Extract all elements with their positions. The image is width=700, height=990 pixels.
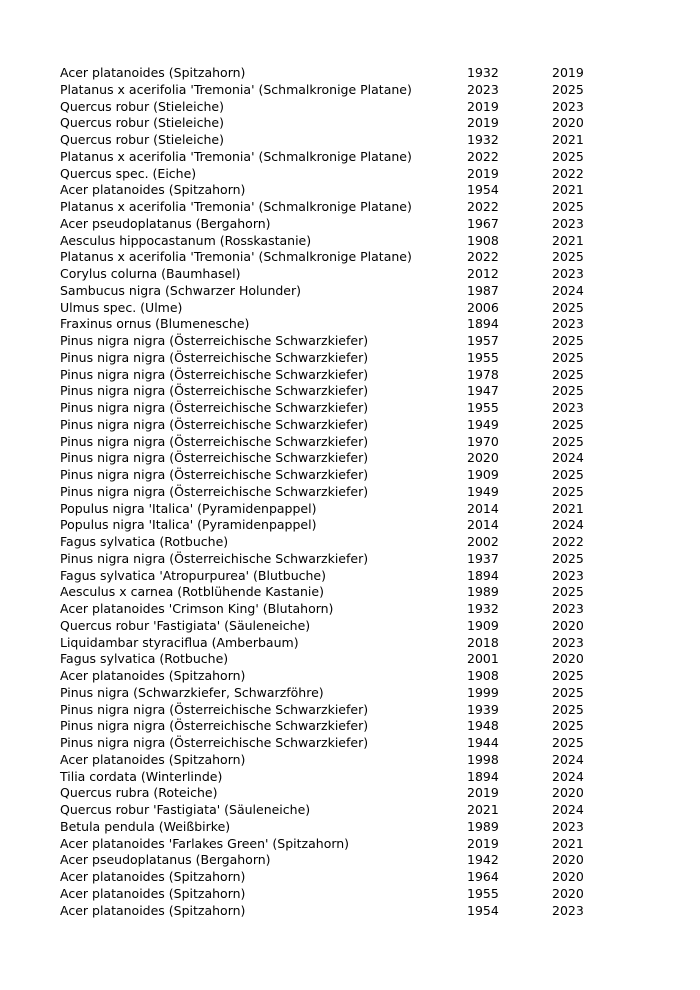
inspection-year-cell: 2022 (552, 165, 584, 181)
inspection-year-cell: 2025 (552, 333, 584, 348)
table-row (60, 819, 620, 836)
table-row (60, 802, 620, 819)
table-row (60, 400, 620, 417)
inspection-year-cell: 2021 (552, 232, 584, 248)
tree-species-cell: Pinus nigra nigra (Österreichische Schwarzkiefer) (60, 349, 369, 365)
planting-year-cell: 2023 (467, 81, 499, 97)
inspection-year-cell: 2023 (552, 567, 584, 583)
planting-year-cell: 1932 (467, 65, 499, 80)
tree-species-cell: Pinus nigra nigra (Österreichische Schwarzkiefer) (60, 433, 369, 449)
table-row (60, 886, 620, 903)
inspection-year-cell: 2025 (552, 148, 584, 164)
planting-year-cell: 2014 (467, 517, 499, 533)
planting-year-cell: 1937 (467, 550, 499, 566)
planting-year-cell: 1998 (467, 751, 499, 767)
planting-year-cell: 2022 (467, 148, 499, 164)
inspection-year-cell: 2024 (552, 768, 584, 784)
table-row (60, 383, 620, 400)
inspection-year-cell: 2023 (552, 316, 584, 332)
inspection-year-cell: 2025 (552, 349, 584, 365)
table-row (60, 517, 620, 534)
table-row (60, 484, 620, 501)
planting-year-cell: 1908 (467, 232, 499, 248)
inspection-year-cell: 2019 (552, 65, 584, 80)
tree-species-cell: Quercus robur (Stieleiche) (60, 98, 224, 114)
table-row (60, 300, 620, 317)
tree-species-cell: Acer platanoides (Spitzahorn) (60, 885, 246, 901)
table-row (60, 651, 620, 668)
table-row (60, 216, 620, 233)
tree-species-cell: Acer platanoides (Spitzahorn) (60, 869, 246, 884)
tree-species-cell: Quercus spec. (Eiche) (60, 165, 197, 181)
table-row (60, 367, 620, 384)
inspection-year-cell: 2023 (552, 400, 584, 415)
tree-species-cell: Fagus sylvatica (Rotbuche) (60, 534, 229, 549)
planting-year-cell: 1949 (467, 416, 499, 432)
inspection-year-cell: 2025 (552, 718, 584, 734)
inspection-year-cell: 2024 (552, 517, 584, 533)
planting-year-cell: 1949 (467, 483, 499, 499)
table-row (60, 685, 620, 702)
inspection-year-cell: 2023 (552, 215, 584, 231)
planting-year-cell: 1942 (467, 852, 499, 868)
inspection-year-cell: 2025 (552, 684, 584, 700)
inspection-year-cell: 2025 (552, 735, 584, 750)
table-row (60, 82, 620, 99)
tree-species-cell: Platanus x acerifolia 'Tremonia' (Schmalkronige Platane) (60, 199, 412, 214)
table-row (60, 618, 620, 635)
planting-year-cell: 2018 (467, 634, 499, 650)
tree-species-cell: Pinus nigra nigra (Österreichische Schwarzkiefer) (60, 701, 369, 717)
inspection-year-cell: 2025 (552, 383, 584, 399)
inspection-year-cell: 2025 (552, 550, 584, 566)
planting-year-cell: 1909 (467, 617, 499, 633)
table-row (60, 467, 620, 484)
tree-species-cell: Quercus robur 'Fastigiata' (Säuleneiche) (60, 802, 311, 817)
table-row (60, 115, 620, 132)
planting-year-cell: 1932 (467, 132, 499, 147)
table-row (60, 233, 620, 250)
inspection-year-cell: 2025 (552, 81, 584, 97)
planting-year-cell: 1999 (467, 684, 499, 700)
planting-year-cell: 1955 (467, 349, 499, 365)
table-row (60, 718, 620, 735)
inspection-year-cell: 2025 (552, 366, 584, 382)
tree-species-cell: Tilia cordata (Winterlinde) (60, 768, 223, 784)
inspection-year-cell: 2020 (552, 115, 584, 131)
tree-species-cell: Pinus nigra nigra (Österreichische Schwarzkiefer) (60, 483, 369, 499)
inspection-year-cell: 2021 (552, 835, 584, 851)
inspection-year-cell: 2025 (552, 483, 584, 499)
inspection-year-cell: 2020 (552, 885, 584, 901)
table-row (60, 434, 620, 451)
table-row (60, 551, 620, 568)
tree-species-cell: Quercus rubra (Roteiche) (60, 785, 218, 801)
tree-species-cell: Pinus nigra nigra (Österreichische Schwarzkiefer) (60, 735, 369, 750)
tree-species-cell: Pinus nigra nigra (Österreichische Schwarzkiefer) (60, 467, 369, 482)
inspection-year-cell: 2025 (552, 249, 584, 265)
inspection-year-cell: 2021 (552, 132, 584, 147)
tree-species-cell: Betula pendula (Weißbirke) (60, 818, 231, 834)
inspection-year-cell: 2020 (552, 617, 584, 633)
planting-year-cell: 2001 (467, 651, 499, 667)
tree-species-cell: Pinus nigra nigra (Österreichische Schwarzkiefer) (60, 383, 369, 399)
table-row (60, 735, 620, 752)
planting-year-cell: 1978 (467, 366, 499, 382)
planting-year-cell: 1955 (467, 400, 499, 415)
table-row (60, 601, 620, 618)
planting-year-cell: 2019 (467, 785, 499, 801)
table-row (60, 702, 620, 719)
table-row (60, 769, 620, 786)
table-row (60, 668, 620, 685)
table-row (60, 584, 620, 601)
planting-year-cell: 1955 (467, 885, 499, 901)
inspection-year-cell: 2023 (552, 634, 584, 650)
tree-species-cell: Ulmus spec. (Ulme) (60, 299, 183, 315)
inspection-year-cell: 2025 (552, 668, 584, 683)
table-row (60, 182, 620, 199)
planting-year-cell: 2021 (467, 802, 499, 817)
planting-year-cell: 1939 (467, 701, 499, 717)
table-row (60, 249, 620, 266)
planting-year-cell: 1987 (467, 282, 499, 298)
table-row (60, 283, 620, 300)
planting-year-cell: 1954 (467, 902, 499, 918)
inspection-year-cell: 2025 (552, 701, 584, 717)
tree-species-cell: Platanus x acerifolia 'Tremonia' (Schmalkronige Platane) (60, 148, 412, 164)
inspection-year-cell: 2020 (552, 869, 584, 884)
table-row (60, 132, 620, 149)
planting-year-cell: 2020 (467, 450, 499, 466)
tree-species-cell: Acer pseudoplatanus (Bergahorn) (60, 852, 271, 868)
tree-species-cell: Fagus sylvatica 'Atropurpurea' (Blutbuche) (60, 567, 326, 583)
tree-species-cell: Pinus nigra nigra (Österreichische Schwarzkiefer) (60, 416, 369, 432)
tree-species-cell: Pinus nigra nigra (Österreichische Schwarzkiefer) (60, 366, 369, 382)
planting-year-cell: 2019 (467, 115, 499, 131)
inspection-year-cell: 2021 (552, 500, 584, 516)
table-row (60, 869, 620, 886)
tree-species-cell: Pinus nigra nigra (Österreichische Schwarzkiefer) (60, 450, 369, 466)
tree-species-cell: Aesculus hippocastanum (Rosskastanie) (60, 232, 312, 248)
planting-year-cell: 1894 (467, 316, 499, 332)
inspection-year-cell: 2025 (552, 299, 584, 315)
inspection-year-cell: 2020 (552, 785, 584, 801)
planting-year-cell: 1989 (467, 818, 499, 834)
inspection-year-cell: 2024 (552, 450, 584, 466)
tree-species-cell: Liquidambar styraciflua (Amberbaum) (60, 634, 299, 650)
table-row (60, 501, 620, 518)
tree-species-cell: Platanus x acerifolia 'Tremonia' (Schmalkronige Platane) (60, 81, 412, 97)
inspection-year-cell: 2025 (552, 433, 584, 449)
table-row (60, 568, 620, 585)
planting-year-cell: 1967 (467, 215, 499, 231)
table-row (60, 266, 620, 283)
inspection-year-cell: 2024 (552, 282, 584, 298)
tree-species-cell: Populus nigra 'Italica' (Pyramidenpappel) (60, 517, 317, 533)
tree-species-cell: Acer platanoides (Spitzahorn) (60, 902, 246, 918)
inspection-year-cell: 2023 (552, 266, 584, 281)
planting-year-cell: 1964 (467, 869, 499, 884)
inspection-year-cell: 2020 (552, 852, 584, 868)
inspection-year-cell: 2020 (552, 651, 584, 667)
tree-species-cell: Acer platanoides 'Crimson King' (Blutahorn) (60, 601, 334, 616)
inspection-year-cell: 2025 (552, 199, 584, 214)
inspection-year-cell: 2023 (552, 818, 584, 834)
inspection-year-cell: 2024 (552, 802, 584, 817)
planting-year-cell: 1948 (467, 718, 499, 734)
tree-species-cell: Acer platanoides (Spitzahorn) (60, 751, 246, 767)
tree-species-cell: Acer platanoides (Spitzahorn) (60, 182, 246, 198)
planting-year-cell: 1932 (467, 601, 499, 616)
inspection-year-cell: 2021 (552, 182, 584, 198)
tree-species-cell: Corylus colurna (Baumhasel) (60, 266, 241, 281)
table-row (60, 450, 620, 467)
tree-table (60, 65, 620, 919)
tree-species-cell: Fagus sylvatica (Rotbuche) (60, 651, 229, 667)
tree-species-cell: Acer platanoides (Spitzahorn) (60, 668, 246, 683)
table-row (60, 199, 620, 216)
tree-species-cell: Quercus robur (Stieleiche) (60, 132, 224, 147)
tree-species-cell: Aesculus x carnea (Rotblühende Kastanie) (60, 584, 324, 600)
tree-species-cell: Populus nigra 'Italica' (Pyramidenpappel) (60, 500, 317, 516)
planting-year-cell: 2022 (467, 199, 499, 214)
table-row (60, 534, 620, 551)
table-row (60, 149, 620, 166)
inspection-year-cell: 2022 (552, 534, 584, 549)
planting-year-cell: 1944 (467, 735, 499, 750)
planting-year-cell: 2012 (467, 266, 499, 281)
tree-species-cell: Quercus robur 'Fastigiata' (Säuleneiche) (60, 617, 311, 633)
inspection-year-cell: 2025 (552, 467, 584, 482)
table-row (60, 752, 620, 769)
inspection-year-cell: 2025 (552, 416, 584, 432)
table-row (60, 417, 620, 434)
tree-species-cell: Acer platanoides 'Farlakes Green' (Spitzahorn) (60, 835, 350, 851)
table-row (60, 65, 620, 82)
tree-species-cell: Pinus nigra nigra (Österreichische Schwarzkiefer) (60, 550, 369, 566)
planting-year-cell: 1947 (467, 383, 499, 399)
table-row (60, 836, 620, 853)
tree-species-cell: Quercus robur (Stieleiche) (60, 115, 224, 131)
planting-year-cell: 2022 (467, 249, 499, 265)
table-row (60, 635, 620, 652)
table-row (60, 785, 620, 802)
planting-year-cell: 1894 (467, 768, 499, 784)
inspection-year-cell: 2023 (552, 601, 584, 616)
table-row (60, 166, 620, 183)
planting-year-cell: 1970 (467, 433, 499, 449)
tree-species-cell: Fraxinus ornus (Blumenesche) (60, 316, 250, 332)
table-row (60, 99, 620, 116)
table-row (60, 903, 620, 920)
tree-species-cell: Platanus x acerifolia 'Tremonia' (Schmalkronige Platane) (60, 249, 412, 265)
table-row (60, 852, 620, 869)
table-row (60, 333, 620, 350)
planting-year-cell: 2019 (467, 165, 499, 181)
planting-year-cell: 1908 (467, 668, 499, 683)
tree-species-cell: Pinus nigra nigra (Österreichische Schwarzkiefer) (60, 333, 369, 348)
tree-species-cell: Pinus nigra (Schwarzkiefer, Schwarzföhre) (60, 684, 324, 700)
tree-species-cell: Sambucus nigra (Schwarzer Holunder) (60, 282, 302, 298)
planting-year-cell: 2019 (467, 98, 499, 114)
table-row (60, 316, 620, 333)
tree-species-cell: Pinus nigra nigra (Österreichische Schwarzkiefer) (60, 718, 369, 734)
planting-year-cell: 1957 (467, 333, 499, 348)
planting-year-cell: 1909 (467, 467, 499, 482)
planting-year-cell: 1954 (467, 182, 499, 198)
planting-year-cell: 2019 (467, 835, 499, 851)
tree-species-cell: Acer pseudoplatanus (Bergahorn) (60, 215, 271, 231)
table-row (60, 350, 620, 367)
planting-year-cell: 1989 (467, 584, 499, 600)
tree-species-cell: Pinus nigra nigra (Österreichische Schwarzkiefer) (60, 400, 369, 415)
planting-year-cell: 2002 (467, 534, 499, 549)
tree-species-cell: Acer platanoides (Spitzahorn) (60, 65, 246, 80)
inspection-year-cell: 2025 (552, 584, 584, 600)
planting-year-cell: 1894 (467, 567, 499, 583)
planting-year-cell: 2006 (467, 299, 499, 315)
inspection-year-cell: 2024 (552, 751, 584, 767)
inspection-year-cell: 2023 (552, 902, 584, 918)
planting-year-cell: 2014 (467, 500, 499, 516)
inspection-year-cell: 2023 (552, 98, 584, 114)
